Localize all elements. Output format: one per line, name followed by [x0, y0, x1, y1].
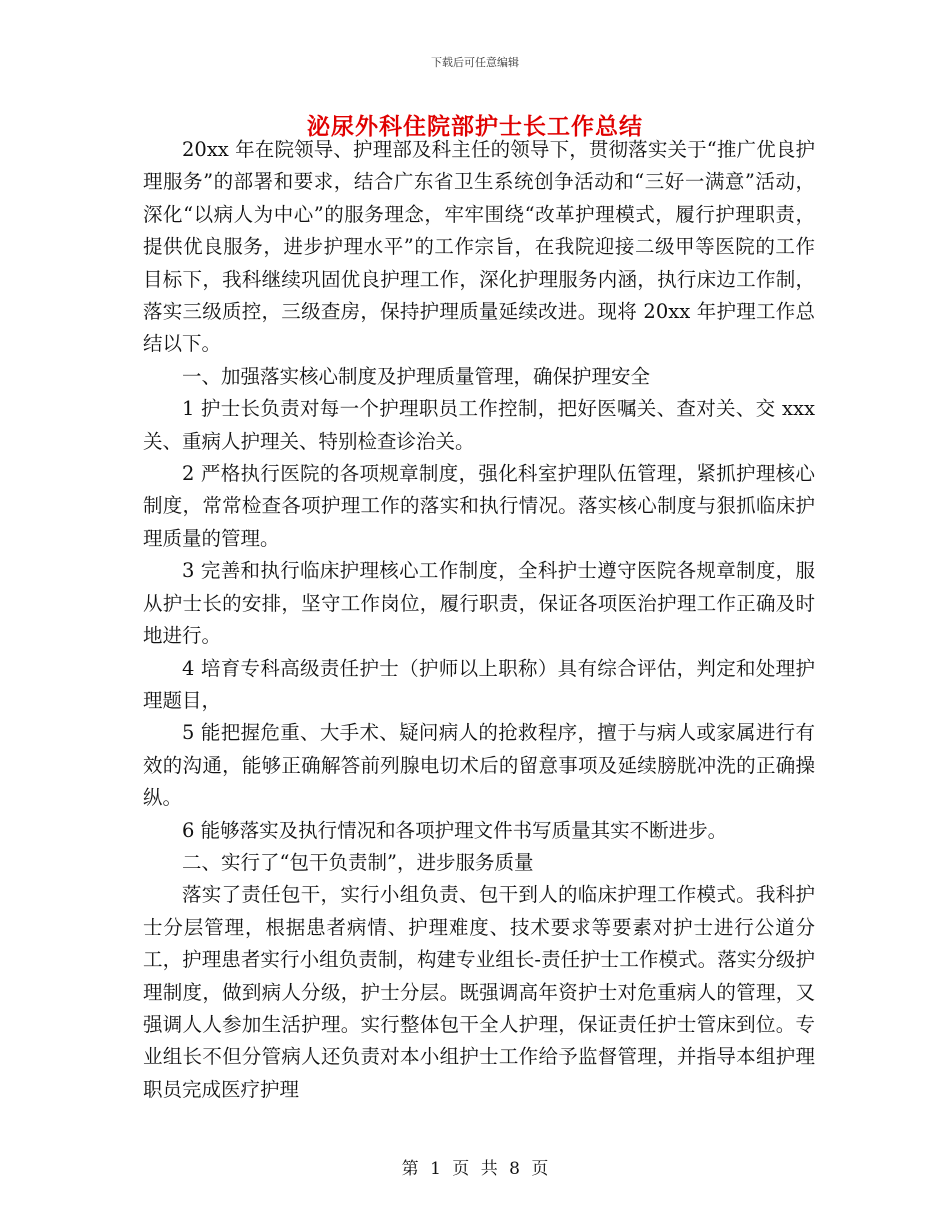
- section-heading-2: 二、实行了“包干负责制”，进步服务质量: [182, 850, 534, 874]
- section-heading-1: 一、加强落实核心制度及护理质量管理，确保护理安全: [182, 364, 651, 388]
- paragraph-item-2: 2 严格执行医院的各项规章制度，强化科室护理队伍管理，紧抓护理核心制度，常常检查各项护理工作的落实和执行情况。落实核心制度与狠抓临床护理质量的管理。: [143, 462, 815, 550]
- page-footer: 第 1 页 共 8 页: [401, 1159, 549, 1179]
- paragraph-intro: 20xx 年在院领导、护理部及科主任的领导下，贯彻落实关于“推广优良护理服务”的部署和要求，结合广东省卫生系统创争活动和“三好一满意”活动，深化“以病人为中心”的服务理念，牢牢围绕“改革护理模式，履行护理职责，提供优良服务，进步护理水平”的工作宗旨，在我院迎接二级甲等医院的工作目标下，我科继续巩固优良护理工作，深化护理服务内涵，执行床边工作制，落实三级质控，三级查房，保持护理质量延续改进。现将 20xx 年护理工作总结以下。: [143, 138, 815, 356]
- paragraph-item-6: 6 能够落实及执行情况和各项护理文件书写质量其实不断进步。: [182, 818, 728, 842]
- paragraph-section-2: 落实了责任包干，实行小组负责、包干到人的临床护理工作模式。我科护士分层管理，根据患者病情、护理难度、技术要求等要素对护士进行公道分工，护理患者实行小组负责制，构建专业组长-责任护士工作模式。落实分级护理制度，做到病人分级，护士分层。既强调高年资护士对危重病人的管理，又强调人人参加生活护理。实行整体包干全人护理，保证责任护士管床到位。专业组长不但分管病人还负责对本小组护士工作给予监督管理，并指导本组护理职员完成医疗护理: [143, 883, 815, 1101]
- paragraph-item-3: 3 完善和执行临床护理核心工作制度，全科护士遵守医院各规章制度，服从护士长的安排，坚守工作岗位，履行职责，保证各项医治护理工作正确及时地进行。: [143, 559, 815, 648]
- header-note: 下载后可任意编辑: [431, 56, 519, 69]
- paragraph-item-4: 4 培育专科高级责任护士（护师以上职称）具有综合评估，判定和处理护理题目，: [143, 656, 815, 712]
- paragraph-item-5: 5 能把握危重、大手术、疑问病人的抢救程序，擅于与病人或家属进行有效的沟通，能够正确解答前列腺电切术后的留意事项及延续膀胱冲洗的正确操纵。: [143, 721, 815, 810]
- document-body: [143, 134, 815, 1106]
- paragraph-item-1: 1 护士长负责对每一个护理职员工作控制，把好医嘱关、查对关、交 xxx 关、重病人护理关、特别检查诊治关。: [143, 397, 815, 453]
- document-title: 泌尿外科住院部护士长工作总结: [307, 113, 643, 140]
